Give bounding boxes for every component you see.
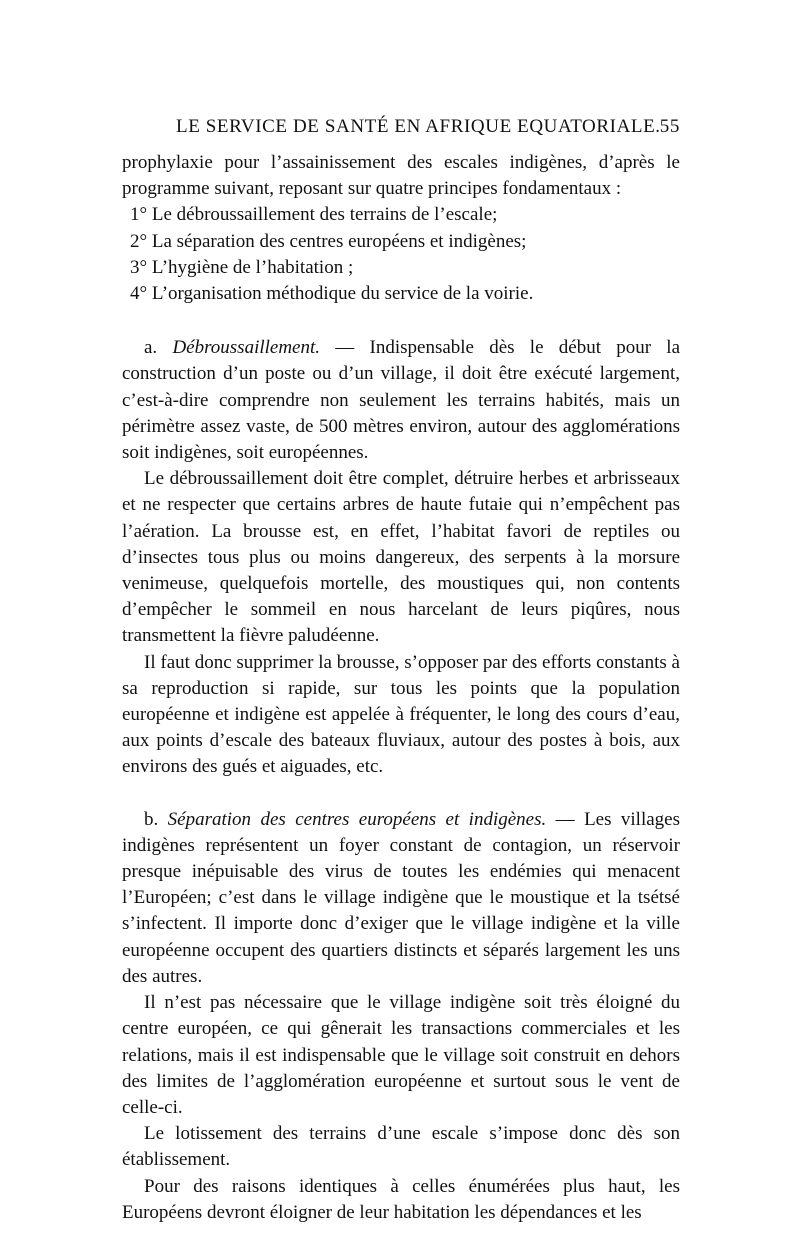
- paragraph: prophylaxie pour l’assainissement des escales indigènes, d’après le programme suivant, reposant sur quatre principes fondamentaux :: [122, 152, 680, 200]
- list-item: 3° L’hygiène de l’habitation ;: [130, 256, 354, 278]
- paragraph: Le débroussaillement doit être complet, détruire herbes et arbrisseaux et ne respecter que certains arbres de haute futaie qui n’empêchent pas l’aération. La brousse est, en effet, l’habitat favori de reptiles ou d’insectes tous plus ou moins dangereux, des serpents à la morsure venimeuse, quelquefois mortelle, des moustiques qui, non contents d’empêcher le sommeil en nous harcelant de leurs piqûres, nous transmettent la fièvre paludéenne.: [122, 468, 680, 647]
- paragraph: Le lotissement des terrains d’une escale s’impose donc dès son établissement.: [122, 1123, 680, 1171]
- paragraph: Pour des raisons identiques à celles énumérées plus haut, les Européens devront éloigner de leur habitation les dépendances et les: [122, 1175, 680, 1223]
- section-gap: [122, 307, 680, 335]
- section-b-text: — Les villages indigènes représentent un foyer constant de contagion, un réservoir presque inépuisable des virus de toutes les endémies qui menacent l’Européen; c’est dans le village indigène que le moustique et la tsétsé s’infectent. Il importe donc d’exiger que le village indigène et la ville européenne occupent des quartiers distincts et séparés largement les uns des autres.: [122, 808, 681, 987]
- list-item: 4° L’organisation méthodique du service de la voirie.: [130, 283, 534, 305]
- paragraph: Il n’est pas nécessaire que le village indigène soit très éloigné du centre européen, ce qui gênerait les transactions commerciales et les relations, mais il est indispensable que le village soit construit en dehors des limites de l’agglomération européenne et surtout sous le vent de celle-ci.: [122, 992, 680, 1118]
- running-header: [120, 116, 680, 144]
- section-a-title: Débroussaillement.: [172, 337, 321, 359]
- section-b-title: Séparation des centres européens et indigènes.: [167, 808, 547, 830]
- running-title: LE SERVICE DE SANTÉ EN AFRIQUE EQUATORIALE.: [176, 116, 661, 137]
- list-item: 1° Le débroussaillement des terrains de l’escale;: [130, 204, 498, 226]
- section-b-letter: b.: [144, 808, 159, 830]
- section-a-text: — Indispensable dès le début pour la construction d’un poste ou d’un village, il doit être exécuté largement, c’est-à-dire comprendre non seulement les terrains habités, mais un périmètre assez vaste, de 500 mètres environ, autour des agglomérations soit indigènes, soit européennes.: [122, 337, 681, 464]
- page-body: [122, 150, 680, 1226]
- section-gap: [122, 781, 680, 807]
- section-b-paragraph: [122, 807, 680, 990]
- page-number: 55: [659, 116, 680, 137]
- section-a-letter: a.: [144, 337, 158, 359]
- section-a-paragraph: [122, 335, 680, 466]
- paragraph: Il faut donc supprimer la brousse, s’opposer par des efforts constants à sa reproduction si rapide, sur tous les points que la population européenne et indigène est appelée à fréquenter, le long des cours d’eau, aux points d’escale des bateaux fluviaux, autour des postes à bois, aux environs des gués et aiguades, etc.: [122, 651, 680, 778]
- list-item: 2° La séparation des centres européens et indigènes;: [130, 230, 527, 252]
